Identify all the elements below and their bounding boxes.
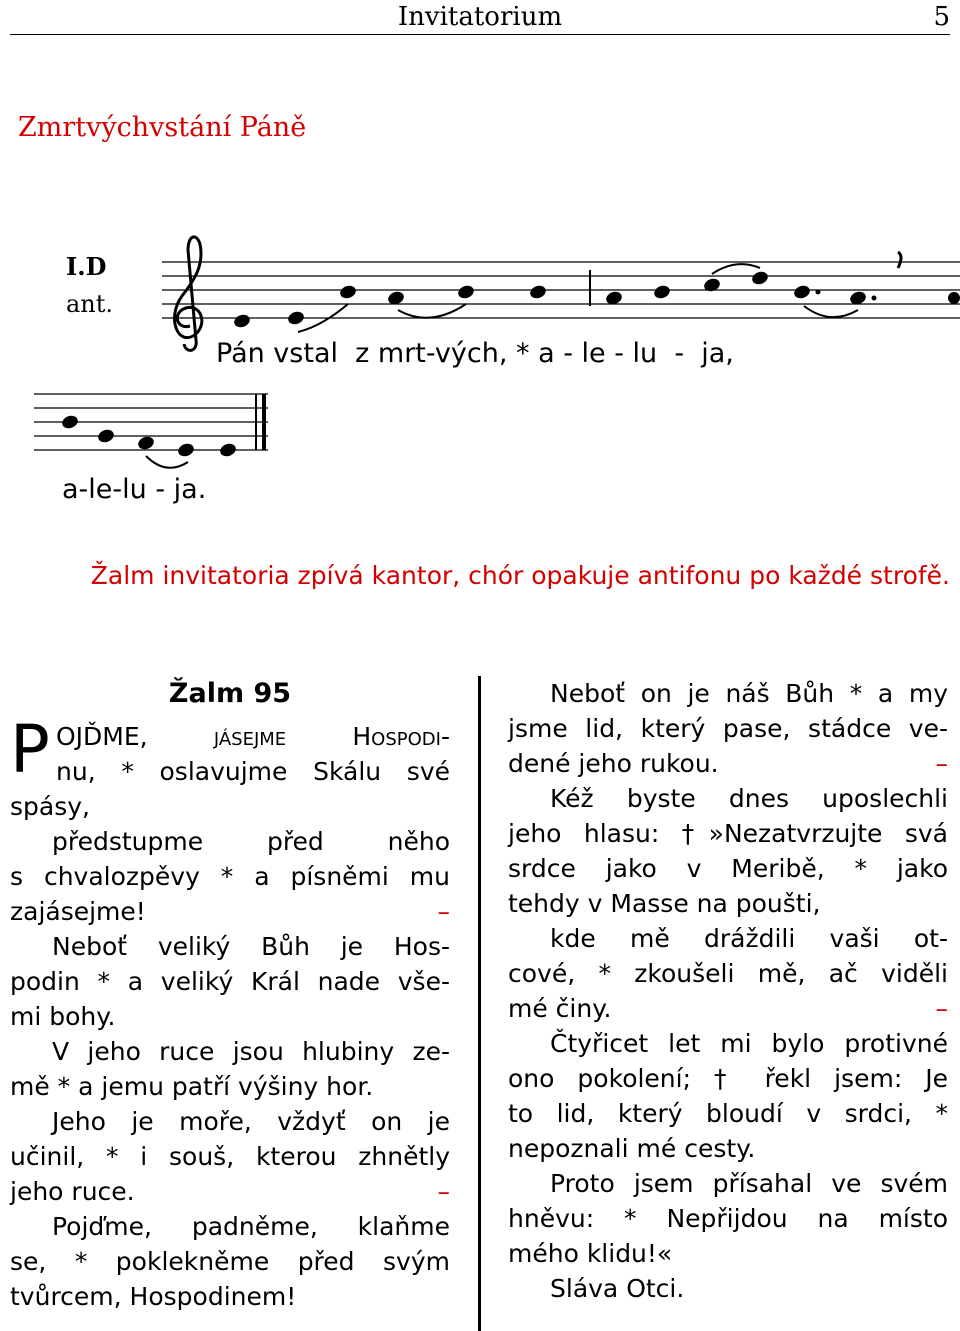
- red-dash-marker: –: [437, 1177, 450, 1206]
- psalm-line: Jeho je moře, vždyť on je: [52, 1107, 450, 1136]
- psalm-line: Kéž byste dnes uposlechli: [550, 784, 948, 813]
- psalm-line: cové, * zkoušeli mě, ač viděli: [508, 959, 948, 988]
- antiphon-lyrics-line-2: a-le-lu - ja.: [62, 474, 207, 505]
- psalm-line: učinil, * i souš, kterou zhnětly: [10, 1142, 450, 1171]
- psalm-line: předstupme před něho: [52, 827, 450, 856]
- psalm-line: kde mě dráždili vaši ot-: [550, 924, 948, 953]
- psalm-line: dené jeho rukou. –: [508, 746, 948, 781]
- breath-mark-icon: [898, 252, 901, 268]
- psalm-line: tehdy v Masse na poušti,: [508, 889, 821, 918]
- treble-clef-icon: [175, 237, 202, 351]
- psalm-line: to lid, který bloudí v srdci, *: [508, 1099, 948, 1128]
- psalm-line: Neboť veliký Bůh je Hos-: [52, 932, 450, 961]
- psalm-left-text: [10, 711, 450, 1314]
- psalm-line: srdce jako v Meribě, * jako: [508, 854, 948, 883]
- column-divider: [478, 676, 481, 1331]
- slurs-staff-1: [298, 264, 858, 332]
- psalm-line: nu, * oslavujme Skálu své: [56, 757, 450, 786]
- psalm-line: Čtyřicet let mi bylo protivné: [550, 1029, 948, 1058]
- psalm-line: OJĎME, jásejme Hospodi-: [56, 722, 450, 751]
- drop-cap: P: [10, 711, 50, 788]
- psalm-right-column: [508, 676, 948, 1306]
- red-dash-marker: –: [935, 749, 948, 778]
- psalm-line: mého klidu!«: [508, 1239, 673, 1268]
- psalm-line: podin * a veliký Král nade vše-: [10, 967, 450, 996]
- psalm-line: Pojďme, padněme, klaňme: [52, 1212, 450, 1241]
- psalm-line: Proto jsem přísahal ve svém: [550, 1169, 948, 1198]
- psalm-line: se, * poklekněme před svým: [10, 1247, 450, 1276]
- red-dash-marker: –: [437, 897, 450, 926]
- psalm-line: mé činy. –: [508, 991, 948, 1026]
- psalm-line: spásy,: [10, 792, 90, 821]
- red-dash-marker: –: [935, 994, 948, 1023]
- mode-label: I.D: [66, 252, 107, 281]
- psalm-line: ono pokolení; † řekl jsem: Je: [508, 1064, 948, 1093]
- psalm-line: hněvu: * Nepřijdou na místo: [508, 1204, 948, 1233]
- notes-staff-1: [232, 270, 960, 330]
- feast-title: Zmrtvýchvstání Páně: [18, 112, 307, 143]
- psalm-line: Sláva Otci.: [550, 1274, 685, 1303]
- psalm-line: s chvalozpěvy * a písněmi mu: [10, 862, 450, 891]
- psalm-line: mě * a jemu patří výšiny hor.: [10, 1072, 374, 1101]
- page-number: 5: [933, 2, 950, 32]
- antiphon-lyrics-line-1: Pán vstal z mrt-vých, * a - le - lu - ja,: [216, 338, 734, 369]
- psalm-line: zajásejme! –: [10, 894, 450, 929]
- rubric: [10, 558, 950, 594]
- psalm-line: mi bohy.: [10, 1002, 116, 1031]
- psalm-line: nepoznali mé cesty.: [508, 1134, 756, 1163]
- psalm-line: V jeho ruce jsou hlubiny ze-: [52, 1037, 450, 1066]
- running-head-title: Invitatorium: [397, 2, 563, 32]
- psalm-line: Neboť on je náš Bůh * a my: [550, 679, 948, 708]
- music-notation: [0, 0, 960, 520]
- psalm-line: jeho hlasu: †»Nezatvrzujte svá: [508, 819, 948, 848]
- psalm-line: tvůrcem, Hospodinem!: [10, 1282, 297, 1311]
- psalm-line: jsme lid, který pase, stádce ve-: [508, 714, 948, 743]
- slurs-staff-2: [146, 456, 188, 468]
- psalm-title: Žalm 95: [168, 678, 292, 709]
- staff-1: [162, 262, 960, 318]
- psalm-line: jeho ruce. –: [10, 1174, 450, 1209]
- antiphon-label: ant.: [66, 290, 114, 318]
- psalm-left-column: [10, 676, 450, 1314]
- rubric-text: Žalm invitatoria zpívá kantor, chór opakuje antifonu po každé strofě.: [90, 561, 950, 590]
